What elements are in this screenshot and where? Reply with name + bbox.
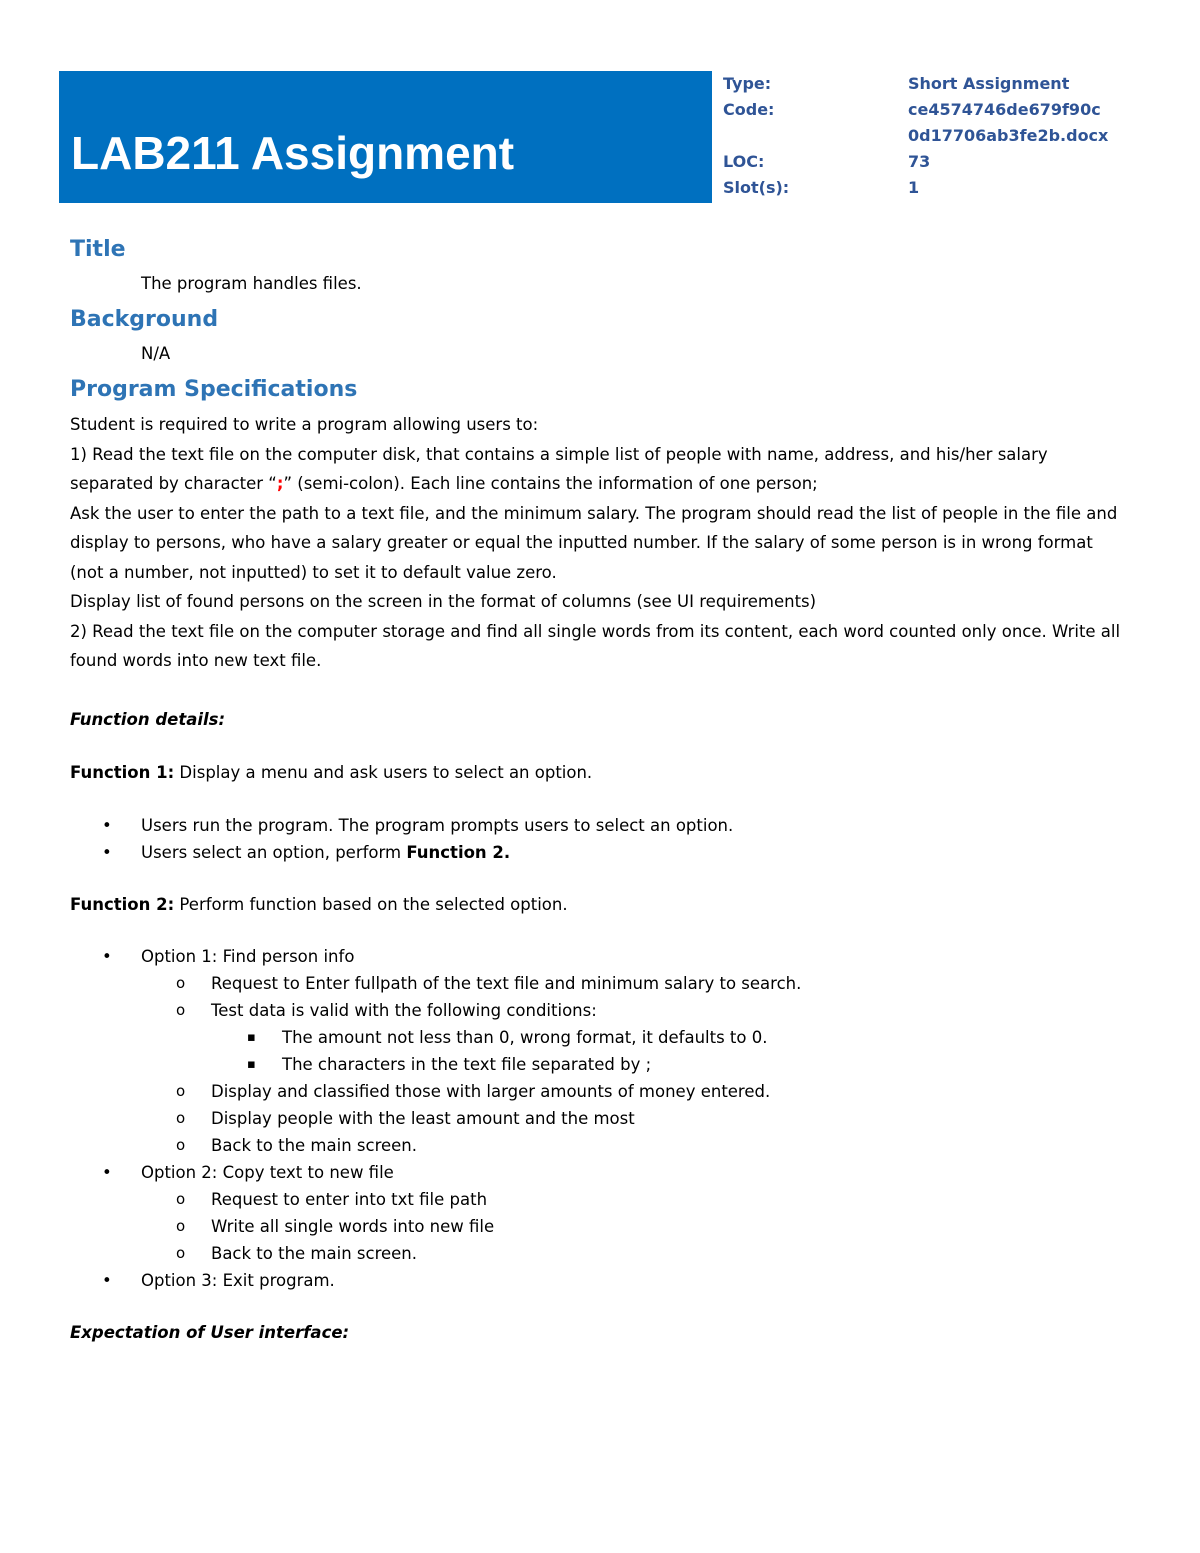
type-value: Short Assignment xyxy=(908,74,1070,93)
type-label: Type: xyxy=(723,74,772,93)
list-item: ▪ The amount not less than 0, wrong format, it defaults to 0. xyxy=(247,1028,768,1047)
function-1-line: Function 1: Display a menu and ask users to select an option. xyxy=(70,763,593,782)
slots-value: 1 xyxy=(908,178,920,197)
spec-paragraph-4: 2) Read the text file on the computer storage and find all single words from its content, each word counted only once. Write all found words into new text file. xyxy=(70,621,1121,670)
list-item: • Users run the program. The program prompts users to select an option. xyxy=(102,815,734,835)
spec-intro: Student is required to write a program allowing users to: xyxy=(70,415,539,434)
list-item: • Option 1: Find person info xyxy=(102,947,355,966)
spec-heading: Program Specifications xyxy=(70,377,358,402)
list-item: ▪ The characters in the text file separated by ; xyxy=(247,1055,652,1074)
spec-paragraph-3: Display list of found persons on the screen in the format of columns (see UI requirements) xyxy=(70,592,817,611)
background-text: N/A xyxy=(141,344,171,363)
list-item: o Request to enter into txt file path xyxy=(176,1190,488,1209)
list-item: o Display people with the least amount and the most xyxy=(176,1109,635,1128)
list-item: • Option 3: Exit program. xyxy=(102,1271,335,1290)
document-title: LAB211 Assignment xyxy=(71,127,515,179)
spec-paragraph-2: Ask the user to enter the path to a text file, and the minimum salary. The program should read the list of people in the file and display to persons, who have a salary greater or equal the inputted number. If the salary of some person is in wrong format (not a number, not inputted) to set it to default value zero. xyxy=(70,503,1118,582)
function-details-heading: Function details: xyxy=(70,709,226,729)
code-value-line2: 0d17706ab3fe2b.docx xyxy=(908,126,1109,145)
title-text: The program handles files. xyxy=(141,274,362,293)
title-banner xyxy=(59,71,712,203)
slots-label: Slot(s): xyxy=(723,178,790,197)
ui-expectation-heading: Expectation of User interface: xyxy=(70,1323,350,1342)
function-2-line: Function 2: Perform function based on the selected option. xyxy=(70,894,568,914)
list-item: o Display and classified those with larger amounts of money entered. xyxy=(176,1082,771,1101)
title-heading: Title xyxy=(70,237,126,262)
list-item: o Back to the main screen. xyxy=(176,1244,418,1263)
list-item: o Write all single words into new file xyxy=(176,1217,495,1236)
function-1-list xyxy=(70,812,1130,866)
semicolon-char: ; xyxy=(276,474,284,493)
loc-value: 73 xyxy=(908,152,931,171)
document-body xyxy=(70,230,1130,1348)
function-2-list xyxy=(70,943,1130,1294)
list-item: o Request to Enter fullpath of the text file and minimum salary to search. xyxy=(176,974,802,993)
list-item: o Test data is valid with the following conditions: xyxy=(176,1001,597,1020)
list-item: • Users select an option, perform Function 2. xyxy=(102,842,511,862)
code-label: Code: xyxy=(723,100,775,119)
background-heading: Background xyxy=(70,307,219,332)
list-item: o Back to the main screen. xyxy=(176,1136,418,1155)
list-item: • Option 2: Copy text to new file xyxy=(102,1163,394,1182)
loc-label: LOC: xyxy=(723,152,765,171)
spec-paragraph-1: 1) Read the text file on the computer disk, that contains a simple list of people with name, address, and his/her salary separated by character “;” (semi-colon). Each line contains the information of one person; xyxy=(70,444,1048,493)
code-value-line1: ce4574746de679f90c xyxy=(908,100,1101,119)
